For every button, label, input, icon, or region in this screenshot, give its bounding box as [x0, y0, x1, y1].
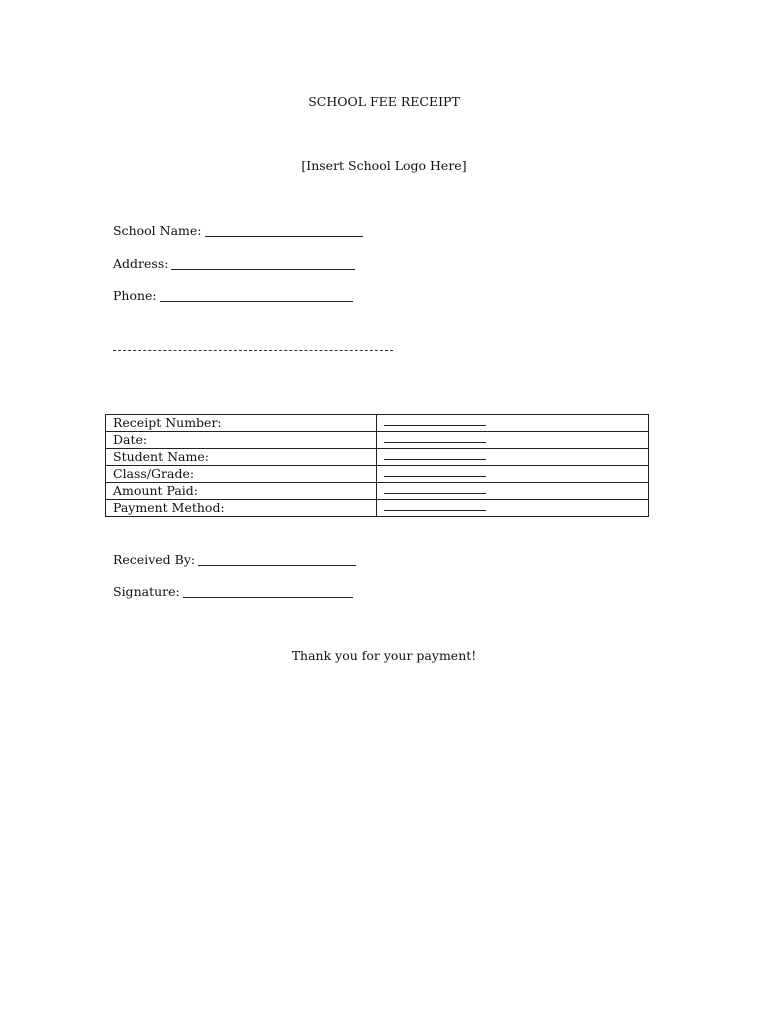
class-grade-label: Class/Grade:: [106, 466, 377, 483]
date-value: [377, 432, 649, 449]
student-name-label: Student Name:: [106, 449, 377, 466]
payment-method-blank: [384, 500, 486, 511]
student-name-blank: [384, 449, 486, 460]
phone-label: Phone:: [113, 288, 157, 303]
dashed-separator: [113, 350, 393, 351]
school-name-label: School Name:: [113, 223, 202, 238]
address-blank: [171, 257, 355, 270]
receipt-number-value: [377, 415, 649, 432]
student-name-value: [377, 449, 649, 466]
school-logo-placeholder: [Insert School Logo Here]: [301, 158, 467, 173]
school-name-field: [113, 222, 363, 238]
class-grade-value: [377, 466, 649, 483]
signature-field: [113, 583, 353, 599]
table-row: [106, 415, 649, 432]
received-by-blank: [198, 553, 356, 566]
phone-blank: [160, 289, 353, 302]
table-row: [106, 466, 649, 483]
signature-blank: [183, 585, 353, 598]
received-by-field: [113, 551, 356, 567]
receipt-number-blank: [384, 415, 486, 426]
payment-method-value: [377, 500, 649, 517]
address-label: Address:: [113, 256, 169, 271]
amount-paid-value: [377, 483, 649, 500]
payment-method-label: Payment Method:: [106, 500, 377, 517]
received-by-label: Received By:: [113, 552, 196, 567]
table-row: [106, 483, 649, 500]
signature-label: Signature:: [113, 584, 180, 599]
date-label: Date:: [106, 432, 377, 449]
table-row: [106, 500, 649, 517]
table-row: [106, 432, 649, 449]
amount-paid-blank: [384, 483, 486, 494]
date-blank: [384, 432, 486, 443]
class-grade-blank: [384, 466, 486, 477]
thank-you-message: Thank you for your payment!: [291, 648, 477, 663]
phone-field: [113, 287, 353, 303]
table-row: [106, 449, 649, 466]
school-name-blank: [205, 224, 363, 237]
address-field: [113, 255, 355, 271]
receipt-title: SCHOOL FEE RECEIPT: [308, 94, 460, 109]
receipt-number-label: Receipt Number:: [106, 415, 377, 432]
receipt-details-table: [105, 414, 649, 517]
amount-paid-label: Amount Paid:: [106, 483, 377, 500]
